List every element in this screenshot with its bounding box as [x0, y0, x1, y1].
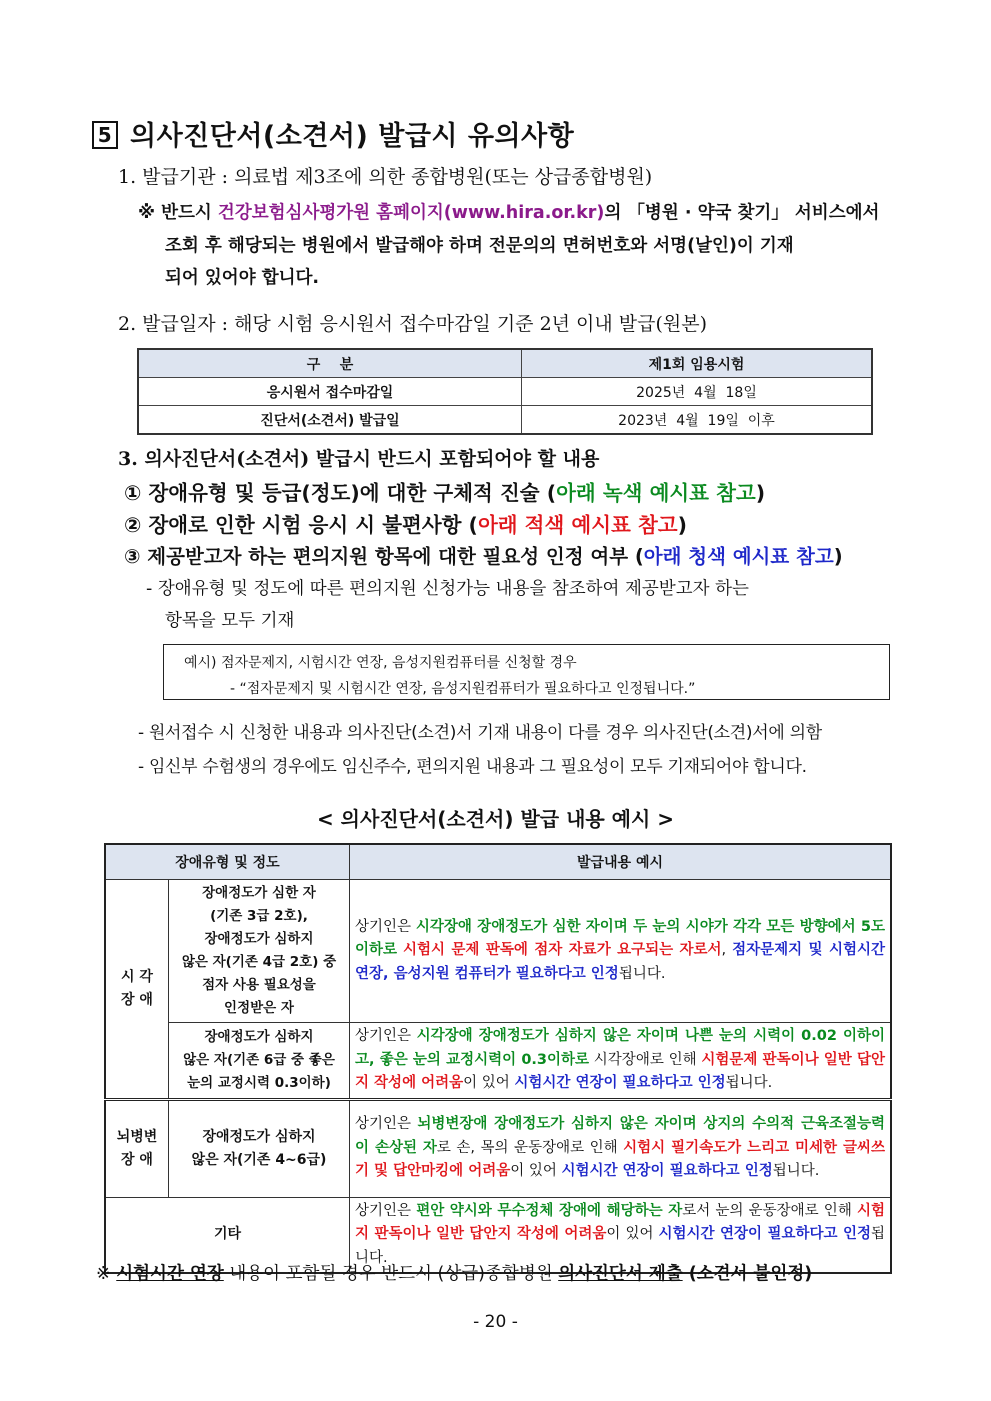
table-cell-value: 2023년 4월 19일 이후	[522, 406, 873, 435]
item3-dash2: - 원서접수 시 신청한 내용과 의사진단(소견)서 기재 내용이 다를 경우 의사진단(소견)서에 의함	[138, 723, 822, 743]
item3-dash3: - 임신부 수험생의 경우에도 임신주수, 편의지원 내용과 그 필요성이 모두 기재되어야 합니다.	[138, 757, 807, 777]
item1-note-line1	[138, 199, 879, 224]
date-table	[137, 348, 873, 435]
footer-note	[96, 1260, 812, 1285]
example-box	[163, 644, 890, 700]
section-title	[92, 114, 574, 153]
desc-red: 시험문제 판독이나 일반 답안지 작성에 어려움	[355, 1051, 885, 1091]
section-number-box: 5	[92, 121, 118, 149]
item1-note-line3: 되어 있어야 합니다.	[165, 268, 320, 288]
desc-text: 이 있어	[463, 1075, 515, 1091]
item2-text: 2. 발급일자 : 해당 시험 응시원서 접수마감일 기준 2년 이내 발급(원본)	[118, 313, 708, 335]
category-brain: 뇌병변 장 애	[105, 1099, 169, 1197]
severity-cell: 장애정도가 심하지 않은 자(기존 6급 중 좋은 눈의 교정시력 0.3이하)	[169, 1023, 350, 1100]
item3-dash1-line1: - 장애유형 및 정도에 따른 편의지원 신청가능 내용을 참조하여 제공받고자 하는	[146, 579, 749, 599]
footer-emphasis: 시험시간 연장	[116, 1264, 224, 1284]
table-header-cell: 구 분	[138, 349, 522, 378]
desc-red: 시험지 판독이나 일반 답안지 작성에 어려움	[355, 1202, 885, 1242]
sub-text: )	[833, 545, 843, 568]
hira-link[interactable]: 건강보험심사평가원 홈페이지(www.hira.or.kr)	[217, 203, 605, 223]
table-cell-value: 2025년 4월 18일	[522, 378, 873, 406]
example-line1: 예시) 점자문제지, 시험시간 연장, 음성지원컴퓨터를 신청할 경우	[184, 655, 577, 671]
description-cell	[350, 880, 892, 1023]
example-title: < 의사진단서(소견서) 발급 내용 예시 >	[316, 807, 675, 831]
section-title-text: 의사진단서(소견서) 발급시 유의사항	[130, 121, 575, 152]
category-visual: 시 각 장 애	[105, 880, 169, 1100]
severity-cell: 장애정도가 심한 자 (기존 3급 2호), 장애정도가 심하지 않은 자(기존 4급 2호) 중 점자 사용 필요성을 인정받은 자	[169, 880, 350, 1023]
example-table	[104, 843, 892, 1274]
desc-text: ,	[721, 942, 733, 959]
footer-text: 내용이 포함될 경우 반드시 (상급)종합병원	[223, 1264, 559, 1284]
table-row	[105, 880, 891, 1023]
note-text: 반드시	[161, 203, 212, 223]
desc-text: 로 손, 목의 운동장애로 인해	[436, 1139, 624, 1156]
desc-text: 됩니다.	[725, 1075, 773, 1091]
note-text: 의 「병원 · 약국 찾기」 서비스에서	[604, 203, 880, 223]
desc-blue: 시험시간 연장이 필요하다고 인정	[561, 1163, 773, 1180]
footer-emphasis: 의사진단서 제출	[558, 1264, 683, 1284]
desc-text: 됩니다.	[355, 1226, 885, 1266]
sub-text: ③ 제공받고자 하는 편의지원 항목에 대한 필요성 인정 여부 (	[124, 545, 644, 568]
desc-blue: 시험시간 연장이 필요하다고 인정	[658, 1226, 871, 1242]
sub-text: ① 장애유형 및 등급(정도)에 대한 구체적 진술 (	[124, 481, 557, 505]
desc-text: 됩니다.	[772, 1163, 820, 1180]
sub-text: )	[677, 513, 687, 537]
table-header-row	[138, 349, 872, 378]
desc-text: 시각장애로 인해	[589, 1051, 702, 1068]
item3-text: 3. 의사진단서(소견서) 발급시 반드시 포함되어야 할 내용	[118, 448, 600, 470]
table-cell-label: 응시원서 접수마감일	[138, 378, 522, 406]
item1-text: 1. 발급기관 : 의료법 제3조에 의한 종합병원(또는 상급종합병원)	[118, 166, 653, 188]
table-row	[105, 1099, 891, 1197]
sub-text: )	[755, 481, 766, 505]
item1-note-line2: 조회 후 해당되는 병원에서 발급해야 하며 전문의의 면허번호와 서명(날인)이 기재	[165, 236, 794, 256]
desc-text: 상기인은	[355, 1116, 418, 1133]
table-cell-label: 진단서(소견서) 발급일	[138, 406, 522, 435]
item3-sub1	[124, 476, 765, 506]
desc-text: 로서 눈의 운동장애로 인해	[682, 1202, 857, 1219]
table-row	[105, 1023, 891, 1100]
table-header-cell: 제1회 임용시험	[522, 349, 873, 378]
page-number: - 20 -	[473, 1312, 518, 1332]
desc-text: 상기인은	[355, 918, 416, 935]
desc-green: 시각장애 장애정도가 심한 자이며 두 눈의 시야가 각각 모든 방향에서 5도 이하로	[355, 918, 885, 959]
table-row	[138, 378, 872, 406]
desc-blue: 시험시간 연장이 필요하다고 인정	[514, 1075, 726, 1091]
desc-green: 시각장애 장애정도가 심하지 않은 자이며 나쁜 눈의 시력이 0.02 이하이고, 좋은 눈의 교정시력이 0.3이하로	[355, 1028, 885, 1068]
blue-reference: 아래 청색 예시표 참고	[643, 545, 834, 568]
table-header-row	[105, 844, 891, 880]
footer-text: (소견서 불인정)	[682, 1264, 813, 1284]
desc-green: 편안 약시와 무수정체 장애에 해당하는 자	[416, 1202, 683, 1219]
desc-red: 시험시 문제 판독에 점자 자료가 요구되는 자로서	[403, 942, 722, 959]
table-header-cell: 발급내용 예시	[350, 844, 892, 880]
category-other: 기타	[105, 1197, 350, 1273]
item3-sub2	[124, 508, 687, 538]
example-line2: - “점자문제지 및 시험시간 연장, 음성지원컴퓨터가 필요하다고 인정됩니다.”	[230, 681, 696, 697]
table-header-cell: 장애유형 및 정도	[105, 844, 350, 880]
note-mark: ※	[138, 203, 156, 223]
desc-text: 상기인은	[355, 1202, 417, 1219]
desc-text: 상기인은	[355, 1028, 417, 1044]
severity-cell: 장애정도가 심하지 않은 자(기존 4~6급)	[169, 1099, 350, 1197]
sub-text: ② 장애로 인한 시험 응시 시 불편사항 (	[124, 513, 478, 537]
item3-dash1-line2: 항목을 모두 기재	[165, 611, 295, 631]
desc-blue: 점자문제지 및 시험시간 연장, 음성지원 컴퓨터가 필요하다고 인정	[355, 942, 885, 982]
note-mark: ※	[96, 1264, 111, 1284]
red-reference: 아래 적색 예시표 참고	[477, 513, 678, 537]
green-reference: 아래 녹색 예시표 참고	[556, 481, 756, 505]
desc-text: 됩니다.	[618, 965, 666, 982]
desc-text: 이 있어	[510, 1163, 562, 1180]
table-row	[138, 406, 872, 435]
item3-sub3	[124, 541, 843, 569]
desc-green: 뇌병변장애 장애정도가 심하지 않은 자이며 상지의 수의적 근육조절능력이 손상된 자	[355, 1116, 886, 1156]
desc-text: 이 있어	[606, 1226, 659, 1242]
desc-red: 시험시 필기속도가 느리고 미세한 글씨쓰기 및 답안마킹에 어려움	[355, 1139, 886, 1180]
description-cell	[350, 1099, 892, 1197]
description-cell	[350, 1023, 892, 1100]
